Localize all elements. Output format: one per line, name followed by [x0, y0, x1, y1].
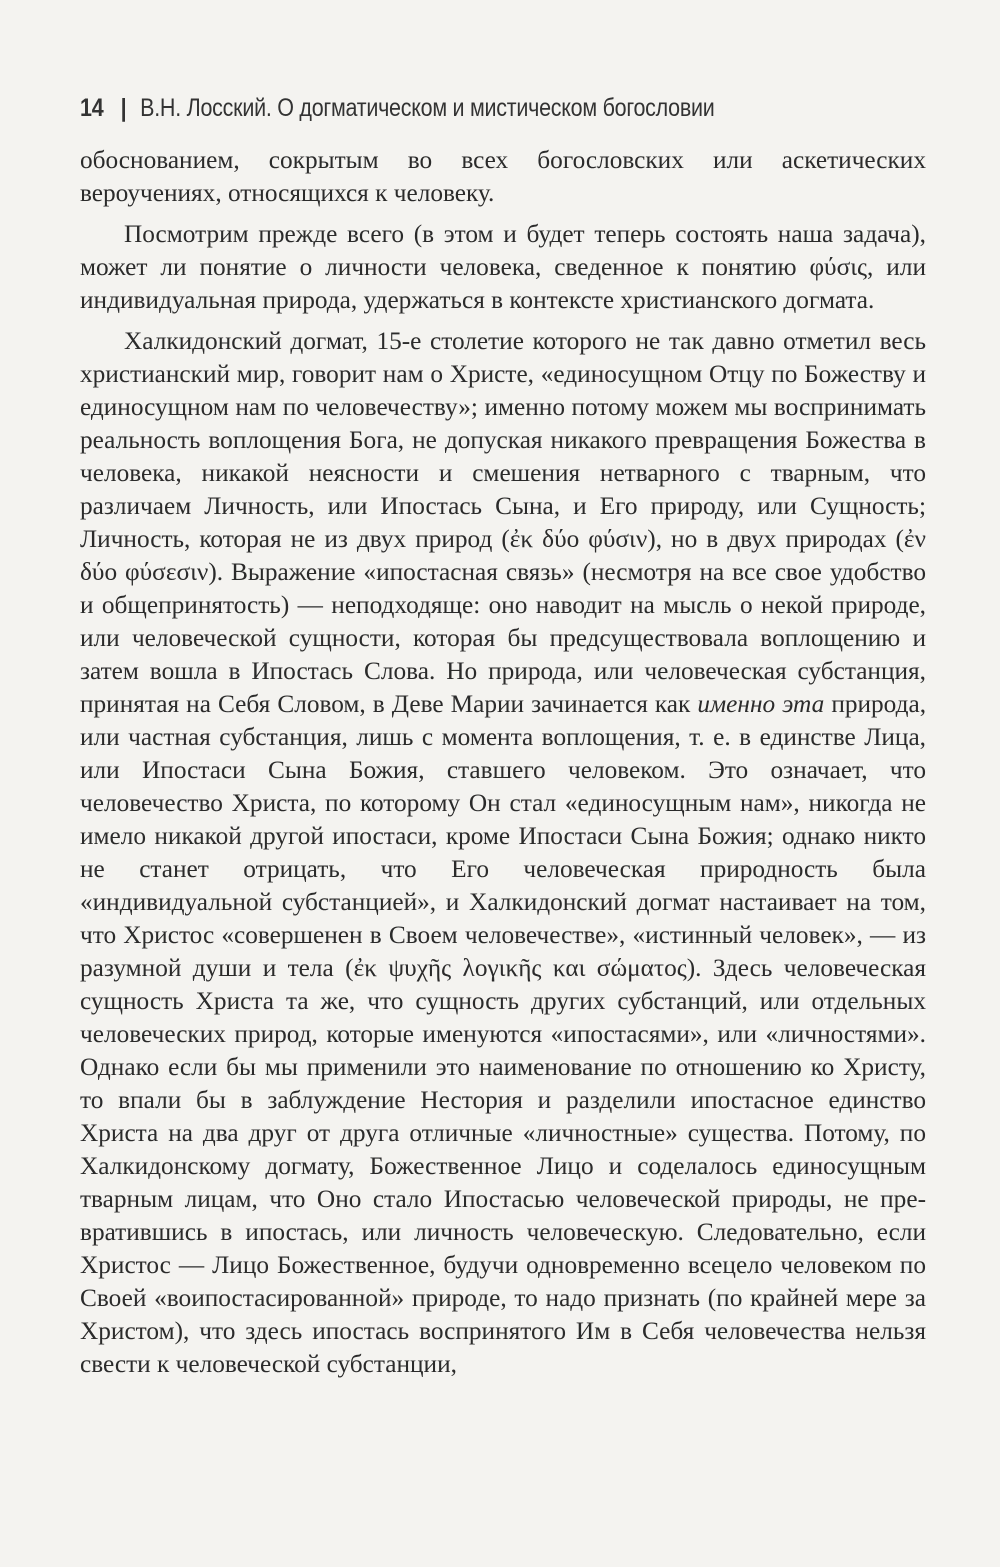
paragraph-chalcedon-part2: природа, или частная субстанция, лишь с момента воплощения, т. е. в единстве Лица, или Ипостаси Сына Божия, ставшего человеком. Это означает, что человечество Христа, по которому Он стал «единосущным нам», никогда не имело никакой другой ипостаси, кроме Ипостаси Сына Божия; однако никто не станет отрицать, что Его человеческая природность была «индивидуальной субстанцией», и Халкидонский догмат настаивает на том, что Христос «совершенен в Своем человечестве», «истинный человек», — из разумной души и тела (ἐκ ψυχῆς λογικῆς και σώματος). Здесь человеческая сущность Христа та же, что сущность других субстанций, или отдельных человеческих природ, которые именуются «ипостасями», или «личностями». Однако если бы мы применили это наименование по отношению ко Христу, то впали бы в заблуждение Нестория и разделили ипостасное единство Христа на два друг от друга отличные «личностные» существа. Потому, по Халкидонскому догмату, Божественное Лицо и соделалось единосущным тварным лицам, что Оно стало Ипостасью человеческой природы, не превратившись в ипостась, или личность человеческую. Следовательно, если Христос — Лицо Божественное, будучи одновременно всецело человеком по Своей «воипостасированной» природе, то надо признать (по крайней мере за Христом), что здесь ипостась воспринятого Им в Себя человечества нельзя свести к человеческой субстанции, [80, 690, 927, 1378]
body-text [80, 144, 926, 1381]
paragraph-question: Посмотрим прежде всего (в этом и будет теперь состоять наша задача), может ли понятие о личности человека, сведенное к понятию φύσις, или индивидуальная природа, удержаться в контексте христианского догмата. [80, 220, 926, 314]
book-page [80, 88, 926, 1389]
header-separator: | [120, 94, 127, 122]
page-number: 14 [80, 94, 104, 122]
running-header [80, 88, 808, 128]
paragraph-continuation: обоснованием, сокрытым во всех богословских или аскетических вероучениях, относящихся к человеку. [80, 146, 926, 207]
emphasis-text: именно эта [697, 690, 825, 718]
paragraph-chalcedon [80, 325, 926, 1381]
paragraph-chalcedon-part1: Халкидонский догмат, 15-е столетие которого не так давно отметил весь христианский мир, говорит нам о Христе, «единосущном Отцу по Божеству и единосущном нам по человечеству»; именно потому можем мы воспринимать реальность воплощения Бога, не допуская никакого превращения Божества в человека, никакой неясности и смешения нетварного с тварным, что различаем Личность, или Ипостась Сына, и Его природу, или Сущность; Личность, которая не из двух природ (ἐκ δύο φύσιν), но в двух природах (ἐν δύο φύσεσιν). Выражение «ипостасная связь» (несмотря на все свое удобство и общепринятость) — неподходяще: оно наводит на мысль о некой природе, или человеческой сущности, которая бы предсуществовала воплощению и затем вошла в Ипостась Слова. Но природа, или человеческая субстанция, принятая на Себя Словом, в Деве Марии зачинается как [80, 327, 926, 718]
running-title: В.Н. Лосский. О догматическом и мистическом богословии [140, 94, 715, 122]
